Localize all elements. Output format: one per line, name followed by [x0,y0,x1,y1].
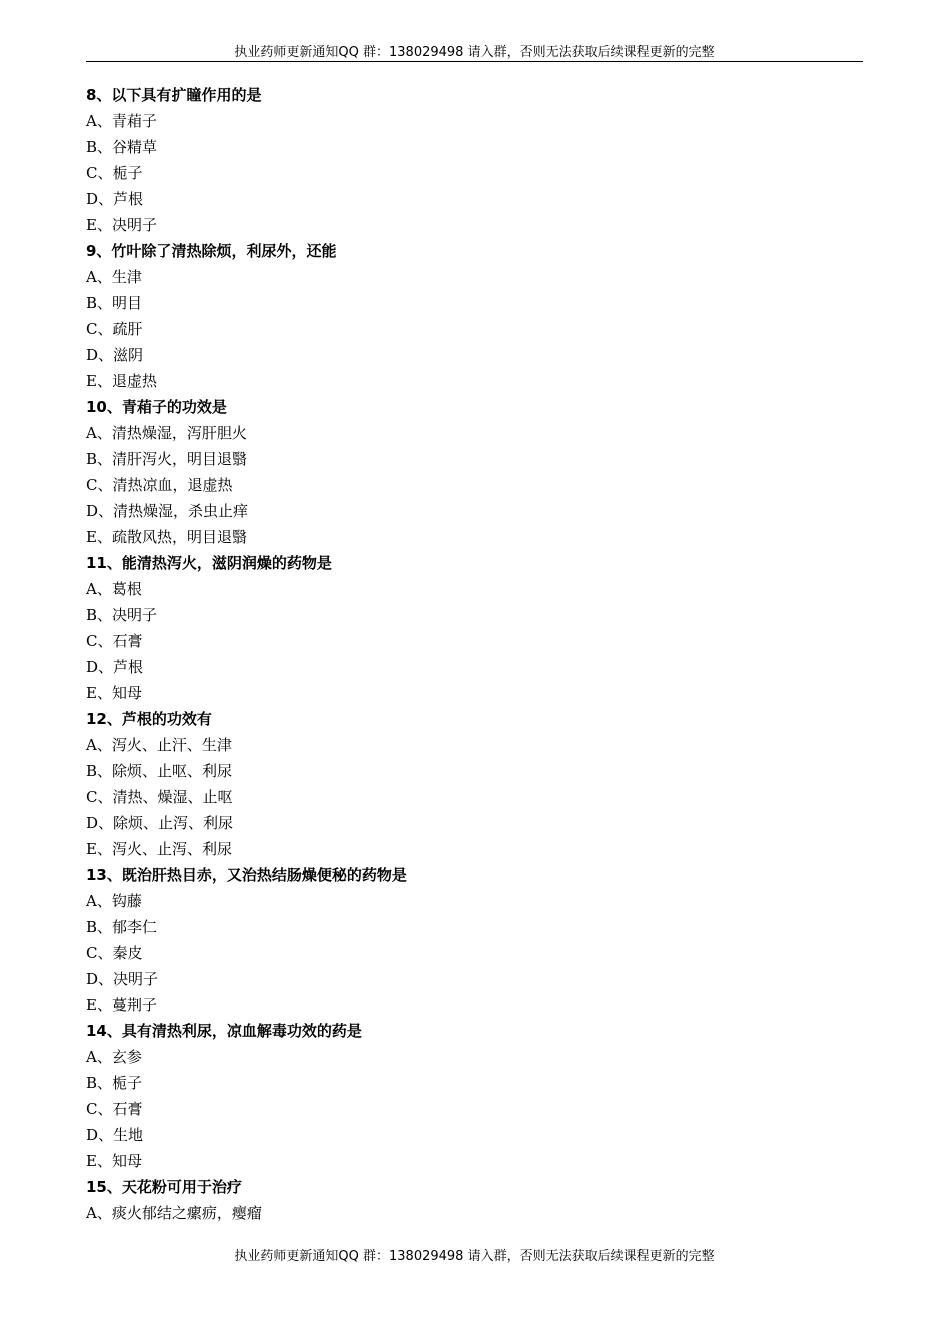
question-stem: 9、竹叶除了清热除烦，利尿外，还能 [86,242,337,260]
option-a: A、痰火郁结之瘰疬，瘿瘤 [86,1204,262,1222]
question-list [86,82,863,1226]
option-b: B、清肝泻火，明目退翳 [86,450,248,468]
footer-suffix: 请入群，否则无法获取后续课程更新的完整 [463,1249,715,1264]
option-b: B、明目 [86,294,143,312]
option-c: C、栀子 [86,164,143,182]
question-stem: 11、能清热泻火，滋阴润燥的药物是 [86,554,332,572]
option-c: C、秦皮 [86,944,143,962]
question-stem: 8、以下具有扩瞳作用的是 [86,86,262,104]
option-a: A、泻火、止汗、生津 [86,736,232,754]
page-footer [86,1248,863,1265]
option-b: B、决明子 [86,606,158,624]
option-c: C、清热凉血，退虚热 [86,476,233,494]
option-a: A、玄参 [86,1048,142,1066]
page-header [86,44,863,61]
question-stem: 10、青葙子的功效是 [86,398,227,416]
option-a: A、生津 [86,268,142,286]
option-e: E、知母 [86,1152,142,1170]
option-a: A、钩藤 [86,892,142,910]
option-c: C、石膏 [86,1100,143,1118]
option-a: A、清热燥湿，泻肝胆火 [86,424,247,442]
option-d: D、除烦、止泻、利尿 [86,814,234,832]
footer-prefix: 执业药师更新通知 [234,1249,339,1264]
question-stem: 13、既治肝热目赤，又治热结肠燥便秘的药物是 [86,866,407,884]
option-e: E、蔓荆子 [86,996,157,1014]
option-e: E、泻火、止泻、利尿 [86,840,232,858]
option-c: C、石膏 [86,632,143,650]
option-c: C、疏肝 [86,320,143,338]
question-stem: 14、具有清热利尿，凉血解毒功效的药是 [86,1022,362,1040]
option-e: E、知母 [86,684,142,702]
option-e: E、疏散风热，明目退翳 [86,528,247,546]
option-d: D、生地 [86,1126,144,1144]
header-divider [86,61,863,62]
question-stem: 15、天花粉可用于治疗 [86,1178,242,1196]
option-a: A、葛根 [86,580,142,598]
option-d: D、决明子 [86,970,159,988]
header-qq-group: QQ 群：138029498 [338,45,464,60]
footer-qq-group: QQ 群：138029498 [338,1249,464,1264]
option-b: B、郁李仁 [86,918,158,936]
question-stem: 12、芦根的功效有 [86,710,212,728]
option-b: B、栀子 [86,1074,143,1092]
option-b: B、谷精草 [86,138,158,156]
option-a: A、青葙子 [86,112,157,130]
option-c: C、清热、燥湿、止呕 [86,788,233,806]
option-d: D、芦根 [86,190,144,208]
header-suffix: 请入群，否则无法获取后续课程更新的完整 [463,45,715,60]
option-d: D、清热燥湿，杀虫止痒 [86,502,249,520]
option-d: D、芦根 [86,658,144,676]
option-b: B、除烦、止呕、利尿 [86,762,233,780]
header-prefix: 执业药师更新通知 [234,45,339,60]
option-e: E、退虚热 [86,372,157,390]
option-d: D、滋阴 [86,346,144,364]
option-e: E、决明子 [86,216,157,234]
